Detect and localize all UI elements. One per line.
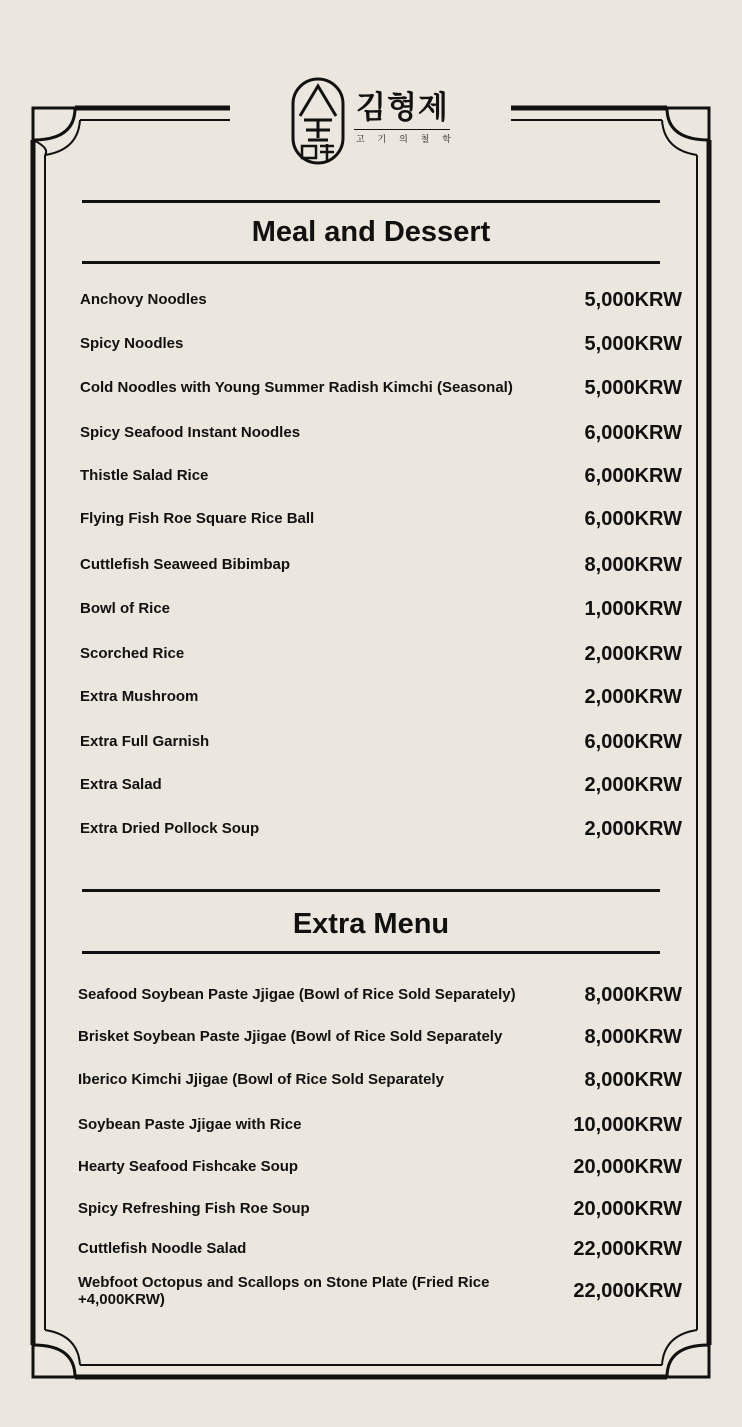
- item-price: 2,000KRW: [584, 774, 682, 796]
- item-price: 22,000KRW: [573, 1280, 682, 1302]
- item-price: 2,000KRW: [584, 643, 682, 665]
- menu-item: [0, 329, 742, 359]
- item-price: 8,000KRW: [584, 984, 682, 1006]
- section-rule-top: [82, 200, 660, 203]
- item-name: Cold Noodles with Young Summer Radish Kimchi (Seasonal): [80, 379, 513, 396]
- menu-item: [0, 1065, 742, 1095]
- item-name: Iberico Kimchi Jjigae (Bowl of Rice Sold Separately: [78, 1071, 444, 1088]
- item-name: Spicy Seafood Instant Noodles: [80, 424, 301, 441]
- item-price: 2,000KRW: [584, 686, 682, 708]
- section-title: Extra Menu: [292, 908, 450, 940]
- item-price: 22,000KRW: [573, 1238, 682, 1260]
- menu-item: [0, 418, 742, 448]
- item-price: 20,000KRW: [573, 1198, 682, 1220]
- item-price: 8,000KRW: [584, 554, 682, 576]
- item-name: Webfoot Octopus and Scallops on Stone Plate (Fried Rice +4,000KRW): [78, 1274, 490, 1308]
- section-title: Meal and Dessert: [251, 216, 491, 248]
- item-price: 6,000KRW: [584, 508, 682, 530]
- item-name: Spicy Refreshing Fish Roe Soup: [78, 1200, 310, 1217]
- menu-item: [0, 727, 742, 757]
- menu-item: [0, 770, 742, 800]
- item-price: 8,000KRW: [584, 1026, 682, 1048]
- menu-item: [0, 639, 742, 669]
- item-name: Seafood Soybean Paste Jjigae (Bowl of Rice Sold Separately): [78, 986, 516, 1003]
- brand-tagline: 고 기 의 철 학: [356, 135, 456, 145]
- menu-item: [0, 373, 742, 403]
- section-rule-top: [82, 889, 660, 892]
- item-name: Spicy Noodles: [80, 335, 184, 352]
- menu-item: [0, 1110, 742, 1140]
- item-name: Anchovy Noodles: [80, 291, 207, 308]
- menu-item: [0, 980, 742, 1010]
- menu-item: [0, 285, 742, 315]
- menu-item: [0, 1022, 742, 1052]
- section-rule-bottom: [82, 261, 660, 264]
- menu-item: [0, 1194, 742, 1224]
- item-name: Extra Mushroom: [80, 688, 199, 705]
- item-price: 10,000KRW: [573, 1114, 682, 1136]
- menu-item: [0, 1234, 742, 1264]
- item-price: 6,000KRW: [584, 731, 682, 753]
- item-price: 5,000KRW: [584, 377, 682, 399]
- item-name: Hearty Seafood Fishcake Soup: [78, 1158, 299, 1175]
- menu-item: [0, 1276, 742, 1306]
- item-name: Bowl of Rice: [80, 600, 171, 617]
- item-price: 6,000KRW: [584, 465, 682, 487]
- brand-name: 김형제: [356, 90, 449, 126]
- item-price: 8,000KRW: [584, 1069, 682, 1091]
- menu-item: [0, 550, 742, 580]
- brand-emblem-icon: [290, 76, 346, 166]
- item-name: Thistle Salad Rice: [80, 467, 209, 484]
- menu-item: [0, 814, 742, 844]
- item-name: Extra Dried Pollock Soup: [80, 820, 260, 837]
- menu-item: [0, 594, 742, 624]
- item-price: 20,000KRW: [573, 1156, 682, 1178]
- item-price: 6,000KRW: [584, 422, 682, 444]
- brand-logo: [290, 76, 460, 166]
- item-price: 5,000KRW: [584, 333, 682, 355]
- menu-item: [0, 461, 742, 491]
- item-name: Brisket Soybean Paste Jjigae (Bowl of Rice Sold Separately: [78, 1028, 503, 1045]
- section-rule-bottom: [82, 951, 660, 954]
- menu-item: [0, 504, 742, 534]
- item-name: Soybean Paste Jjigae with Rice: [78, 1116, 302, 1133]
- item-name: Flying Fish Roe Square Rice Ball: [80, 510, 315, 527]
- item-name: Extra Salad: [80, 776, 162, 793]
- menu-item: [0, 1152, 742, 1182]
- item-name: Cuttlefish Noodle Salad: [78, 1240, 247, 1257]
- item-price: 2,000KRW: [584, 818, 682, 840]
- menu-item: [0, 682, 742, 712]
- item-name: Scorched Rice: [80, 645, 185, 662]
- item-name: Extra Full Garnish: [80, 733, 210, 750]
- item-price: 1,000KRW: [584, 598, 682, 620]
- item-name: Cuttlefish Seaweed Bibimbap: [80, 556, 291, 573]
- brand-divider: [354, 129, 450, 130]
- item-price: 5,000KRW: [584, 289, 682, 311]
